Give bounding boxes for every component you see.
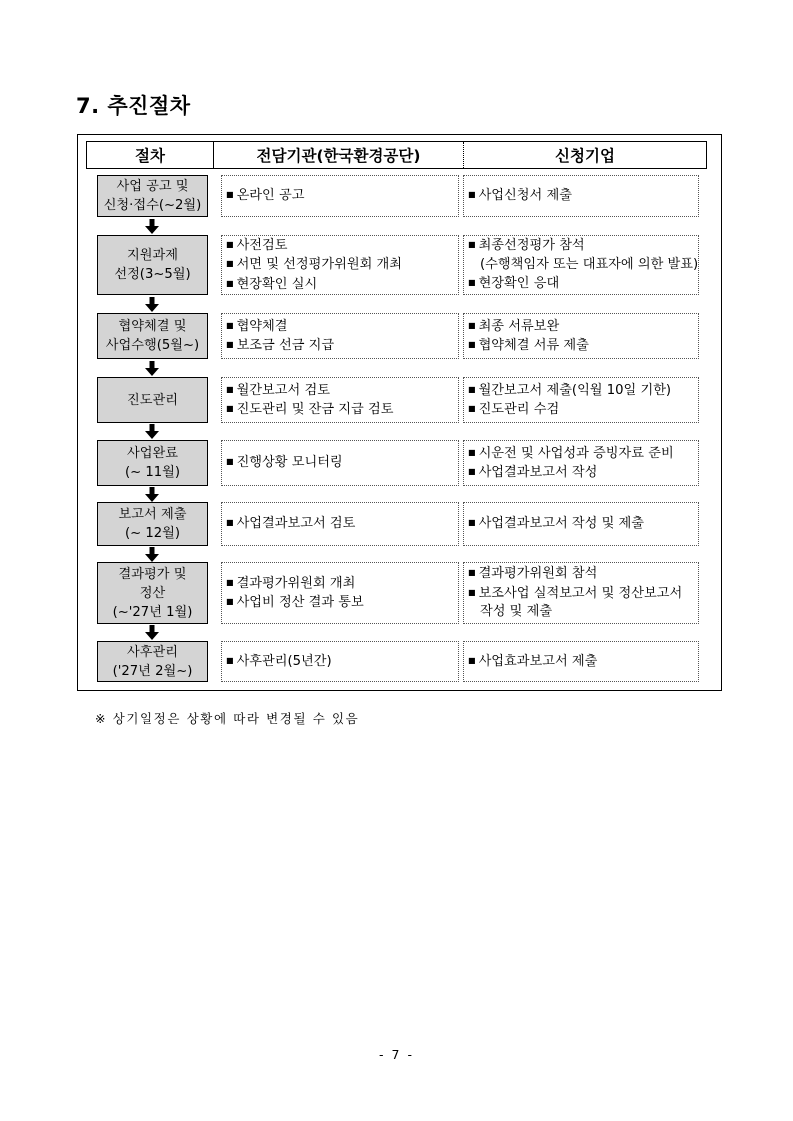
agency-task-item xyxy=(226,381,454,401)
company-task-text: 협약체결 서류 제출 xyxy=(478,338,589,353)
company-task-item xyxy=(468,444,694,464)
step-label: 협약체결 및 사업수행(5월~) xyxy=(105,319,200,353)
header-procedure: 절차 xyxy=(87,142,214,168)
step-label: 보고서 제출 (~ 12월) xyxy=(118,507,187,541)
bullet-icon: ■ xyxy=(468,240,476,250)
company-task-item xyxy=(468,514,694,534)
step-label: 결과평가 및 정산 (~'27년 1월) xyxy=(112,566,193,620)
agency-task-text: 보조금 선금 지급 xyxy=(236,338,335,353)
company-task-text: 사업신청서 제출 xyxy=(478,188,572,204)
company-task-text: 월간보고서 제출(익월 10일 기한) xyxy=(478,382,672,398)
agency-task-text: 월간보고서 검토 xyxy=(236,382,330,398)
bullet-icon: ■ xyxy=(468,447,476,457)
step-box xyxy=(97,502,208,546)
page-number: - 7 - xyxy=(379,1047,414,1062)
step-box xyxy=(97,175,208,217)
agency-task-item xyxy=(226,236,454,256)
step-box xyxy=(97,440,208,486)
company-tasks-box xyxy=(463,502,699,546)
company-tasks-box xyxy=(463,235,699,295)
company-task-text: 진도관리 수검 xyxy=(478,402,560,417)
step-label: 진도관리 xyxy=(127,392,178,408)
company-tasks-box xyxy=(463,641,699,682)
bullet-icon: ■ xyxy=(226,404,234,413)
agency-task-item xyxy=(226,275,454,295)
company-task-item xyxy=(468,584,694,604)
company-task-text: 사업결과보고서 작성 및 제출 xyxy=(478,516,645,532)
company-task-item xyxy=(468,274,694,294)
bullet-icon: ■ xyxy=(468,340,476,349)
bullet-icon: ■ xyxy=(468,384,476,394)
agency-tasks-box xyxy=(221,175,459,217)
agency-task-text: 사후관리(5년간) xyxy=(236,653,332,669)
company-task-text: 현장확인 응대 xyxy=(478,276,560,292)
down-arrow-icon xyxy=(145,361,159,376)
down-arrow-icon xyxy=(145,487,159,502)
agency-tasks-box xyxy=(221,641,459,682)
agency-tasks-box xyxy=(221,502,459,546)
bullet-icon: ■ xyxy=(226,239,234,249)
agency-tasks-box xyxy=(221,562,459,624)
agency-task-item xyxy=(226,652,454,672)
company-task-text: 최종 서류보완 xyxy=(478,318,560,334)
company-task-item xyxy=(468,186,694,206)
bullet-icon: ■ xyxy=(226,320,234,330)
bullet-icon: ■ xyxy=(226,655,234,665)
bullet-icon: ■ xyxy=(226,278,234,288)
bullet-icon: ■ xyxy=(468,655,476,665)
agency-tasks-box xyxy=(221,313,459,359)
company-task-item xyxy=(468,652,694,672)
bullet-icon: ■ xyxy=(468,190,476,200)
step-box xyxy=(97,562,208,624)
down-arrow-icon xyxy=(145,625,159,640)
agency-tasks-box xyxy=(221,440,459,486)
company-task-text: 시운전 및 사업성과 증빙자료 준비 xyxy=(478,445,674,461)
bullet-icon: ■ xyxy=(226,340,234,349)
down-arrow-icon xyxy=(145,219,159,234)
agency-tasks-box xyxy=(221,235,459,295)
agency-task-item xyxy=(226,574,454,594)
step-label: 사업완료 (~ 11월) xyxy=(124,446,181,480)
company-task-item xyxy=(468,256,699,275)
bullet-icon: ■ xyxy=(468,320,476,330)
step-box xyxy=(97,641,208,682)
company-task-item xyxy=(468,236,694,256)
agency-task-item xyxy=(226,336,454,356)
step-label: 지원과제 선정(3~5월) xyxy=(114,248,191,282)
down-arrow-icon xyxy=(145,297,159,312)
company-tasks-box xyxy=(463,175,699,217)
agency-task-item xyxy=(226,317,454,337)
agency-task-item xyxy=(226,400,454,420)
company-task-item xyxy=(468,400,694,420)
company-task-text: 최종선정평가 참석 xyxy=(478,238,585,254)
schedule-note: ※ 상기일정은 상황에 따라 변경될 수 있음 xyxy=(95,711,360,726)
step-box xyxy=(97,313,208,359)
agency-task-text: 진도관리 및 잔금 지급 검토 xyxy=(236,402,394,417)
bullet-icon: ■ xyxy=(226,384,234,394)
agency-task-text: 결과평가위원회 개최 xyxy=(236,575,356,591)
company-task-item xyxy=(468,381,694,401)
agency-task-text: 사전검토 xyxy=(236,237,288,253)
agency-task-item xyxy=(226,514,454,534)
company-task-text: 사업결과보고서 작성 xyxy=(478,465,598,480)
company-task-text: 결과평가위원회 참석 xyxy=(478,566,598,582)
step-box xyxy=(97,235,208,295)
procedure-table xyxy=(77,134,722,691)
agency-task-item xyxy=(226,186,454,206)
company-task-text: 작성 및 제출 xyxy=(480,604,553,620)
company-task-text: 보조사업 실적보고서 및 정산보고서 xyxy=(478,585,683,601)
agency-tasks-box xyxy=(221,377,459,423)
step-box xyxy=(97,377,208,423)
company-task-item xyxy=(468,564,694,584)
header-agency: 전담기관(한국환경공단) xyxy=(214,142,464,168)
bullet-icon: ■ xyxy=(226,518,234,528)
down-arrow-icon xyxy=(145,424,159,439)
bullet-icon: ■ xyxy=(468,587,476,597)
company-task-item xyxy=(468,336,694,356)
agency-task-text: 사업결과보고서 검토 xyxy=(236,516,356,532)
step-label: 사업 공고 및 신청·접수(~2월) xyxy=(103,179,202,213)
company-task-item xyxy=(468,317,694,337)
agency-task-item xyxy=(226,593,454,613)
agency-task-text: 사업비 정산 결과 통보 xyxy=(236,595,364,610)
company-task-item xyxy=(468,463,694,483)
bullet-icon: ■ xyxy=(468,518,476,528)
header-company: 신청기업 xyxy=(555,147,615,165)
company-tasks-box xyxy=(463,440,699,486)
down-arrow-icon xyxy=(145,547,159,562)
agency-task-item xyxy=(226,255,454,275)
bullet-icon: ■ xyxy=(226,577,234,587)
section-title: 7. 추진절차 xyxy=(76,94,191,118)
bullet-icon: ■ xyxy=(468,568,476,578)
company-task-item xyxy=(468,603,694,622)
agency-task-text: 진행상황 모니터링 xyxy=(236,455,343,471)
step-label: 사후관리 ('27년 2월~) xyxy=(112,644,193,679)
company-tasks-box xyxy=(463,562,699,624)
bullet-icon: ■ xyxy=(226,190,234,200)
bullet-icon: ■ xyxy=(468,467,476,476)
bullet-icon: ■ xyxy=(226,457,234,467)
agency-task-text: 서면 및 선정평가위원회 개최 xyxy=(236,257,403,273)
company-tasks-box xyxy=(463,313,699,359)
agency-task-text: 현장확인 실시 xyxy=(236,276,318,292)
agency-task-text: 협약체결 xyxy=(236,318,288,334)
bullet-icon: ■ xyxy=(468,404,476,413)
company-task-text: (수행책임자 또는 대표자에 의한 발표) xyxy=(480,256,699,272)
bullet-icon: ■ xyxy=(226,259,234,269)
company-tasks-box xyxy=(463,377,699,423)
company-task-text: 사업효과보고서 제출 xyxy=(478,653,598,669)
agency-task-item xyxy=(226,453,454,473)
bullet-icon: ■ xyxy=(468,278,476,288)
agency-task-text: 온라인 공고 xyxy=(236,188,305,204)
bullet-icon: ■ xyxy=(226,597,234,606)
table-header xyxy=(86,141,707,169)
